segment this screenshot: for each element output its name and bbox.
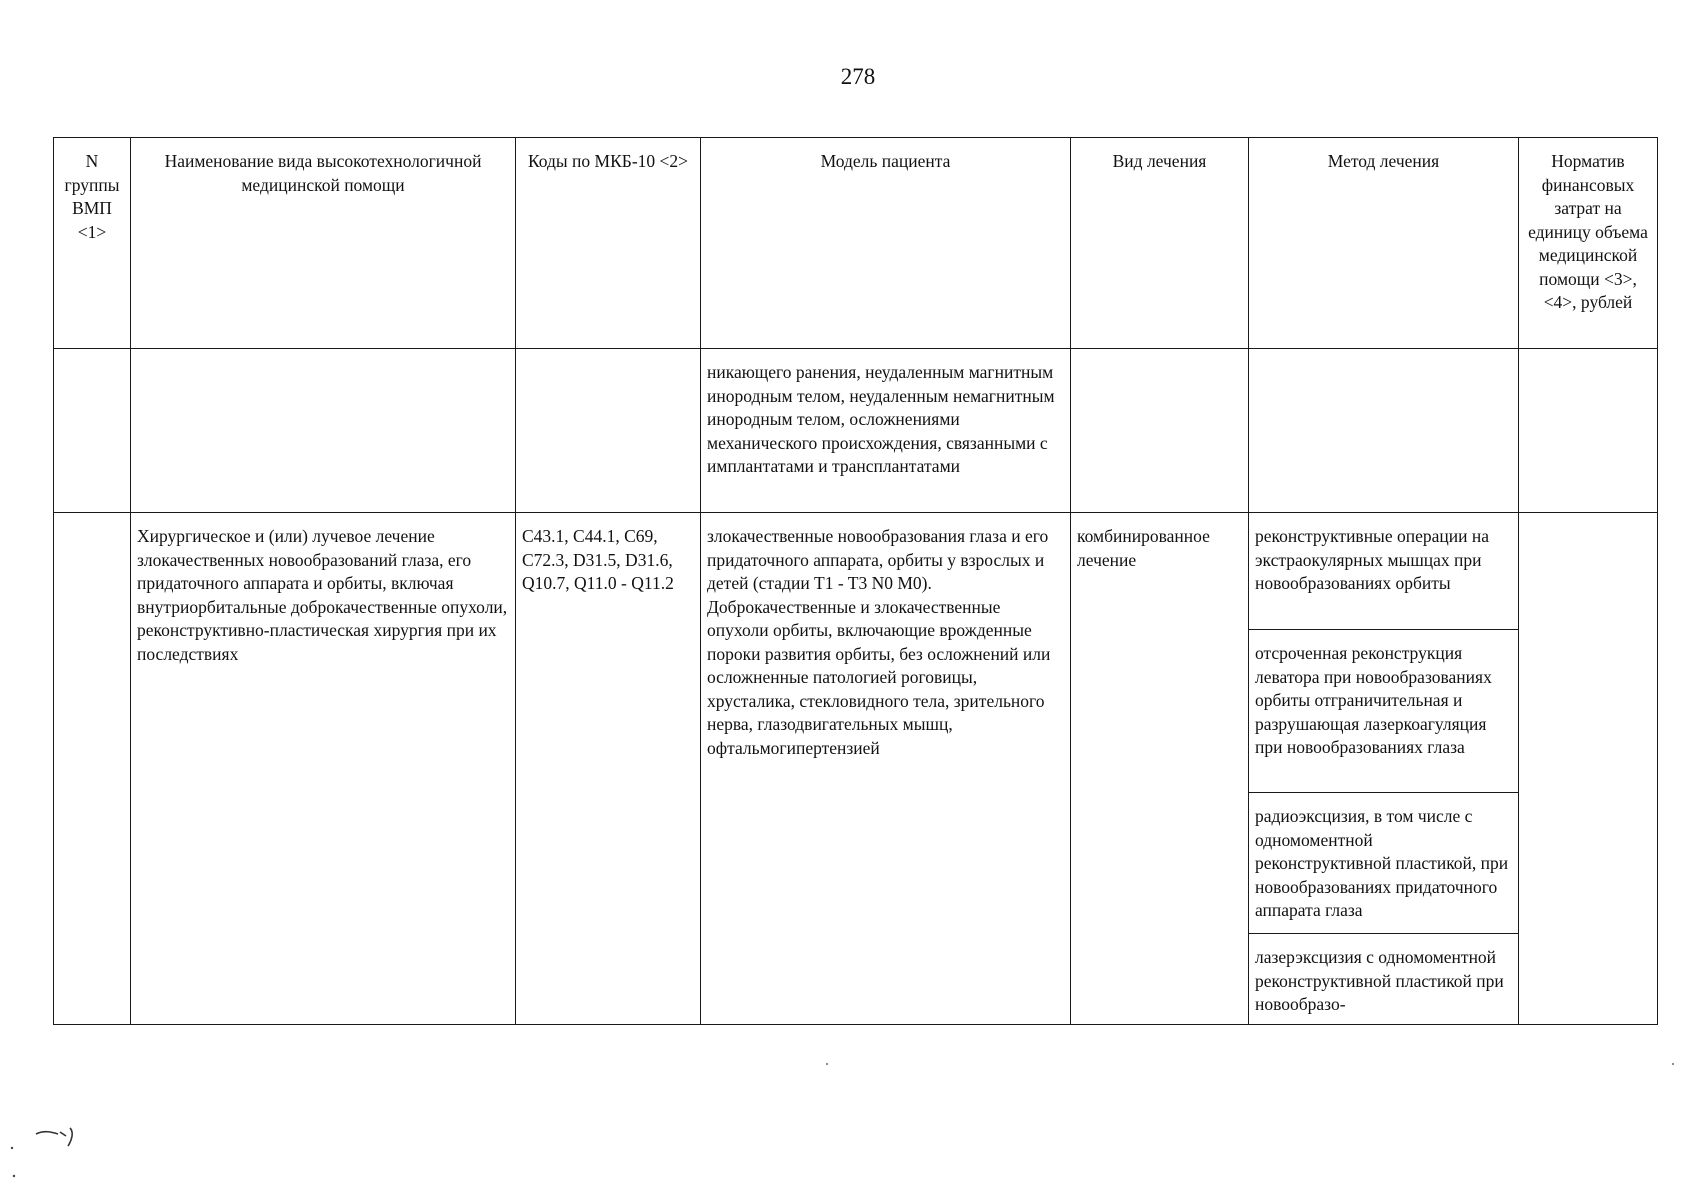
- cell-method: [1249, 349, 1519, 513]
- cell-name: Хирургическое и (или) лучевое лечение злокачественных новообразований глаза, его придаточного аппарата и орбиты, включая внутриорбитальные доброкачественные опухоли, реконструктивно-пластическая хирургия при их последствиях: [131, 513, 516, 1025]
- cell-patient-model: никающего ранения, неудаленным магнитным инородным телом, неудаленным немагнитным инородным телом, осложнениями механического происхождения, связанными с имплантатами и трансплантатами: [701, 349, 1071, 513]
- method-item: отсроченная реконструкция леватора при новообразованиях орбиты отграничительная и разрушающая лазеркоагуляция при новообразованиях глаза: [1249, 630, 1518, 793]
- scan-speck: [826, 1063, 828, 1065]
- cell-treatment-type: [1071, 349, 1249, 513]
- table-row: [54, 349, 1658, 513]
- cell-method-stack: [1249, 513, 1519, 1025]
- table-header-row: [54, 138, 1658, 349]
- pen-mark-icon: [0, 1110, 120, 1190]
- cell-treatment-type: комбинированное лечение: [1071, 513, 1249, 1025]
- method-item: лазерэксцизия с одномоментной реконструктивной пластикой при новообразо-: [1255, 947, 1504, 1014]
- col-header-cost: Норматив финансовых затрат на единицу объема медицинской помощи <3>, <4>, рублей: [1519, 138, 1658, 349]
- col-header-treatment-type: Вид лечения: [1071, 138, 1249, 349]
- cell-codes: C43.1, C44.1, C69, C72.3, D31.5, D31.6, Q10.7, Q11.0 - Q11.2: [516, 513, 701, 1025]
- cell-group: [54, 349, 131, 513]
- cell-cost: [1519, 513, 1658, 1025]
- table-row: [54, 513, 1658, 1025]
- cell-patient-model: злокачественные новообразования глаза и его придаточного аппарата, орбиты у взрослых и детей (стадии T1 - T3 N0 M0). Доброкачественные и злокачественные опухоли орбиты, включающие врожденные пороки развития орбиты, без осложнений или осложненные патологией роговицы, хрусталика, стекловидного тела, зрительного нерва, глазодвигательных мышц, офтальмогипертензией: [701, 513, 1071, 1025]
- method-item: радиоэксцизия, в том числе с одномоментной реконструктивной пластикой, при новообразованиях придаточного аппарата глаза: [1249, 793, 1518, 934]
- cell-group: [54, 513, 131, 1025]
- col-header-codes: Коды по МКБ-10 <2>: [516, 138, 701, 349]
- method-item: реконструктивные операции на экстраокулярных мышцах при новообразованиях орбиты: [1249, 513, 1518, 630]
- scan-speck: [1672, 1063, 1674, 1065]
- page-number: 278: [840, 64, 876, 89]
- col-header-method: Метод лечения: [1249, 138, 1519, 349]
- col-header-group: N группы ВМП <1>: [54, 138, 131, 349]
- cell-name: [131, 349, 516, 513]
- col-header-name: Наименование вида высокотехнологичной медицинской помощи: [131, 138, 516, 349]
- col-header-patient-model: Модель пациента: [701, 138, 1071, 349]
- cell-cost: [1519, 349, 1658, 513]
- cell-codes: [516, 349, 701, 513]
- vmp-table: [53, 137, 1658, 1025]
